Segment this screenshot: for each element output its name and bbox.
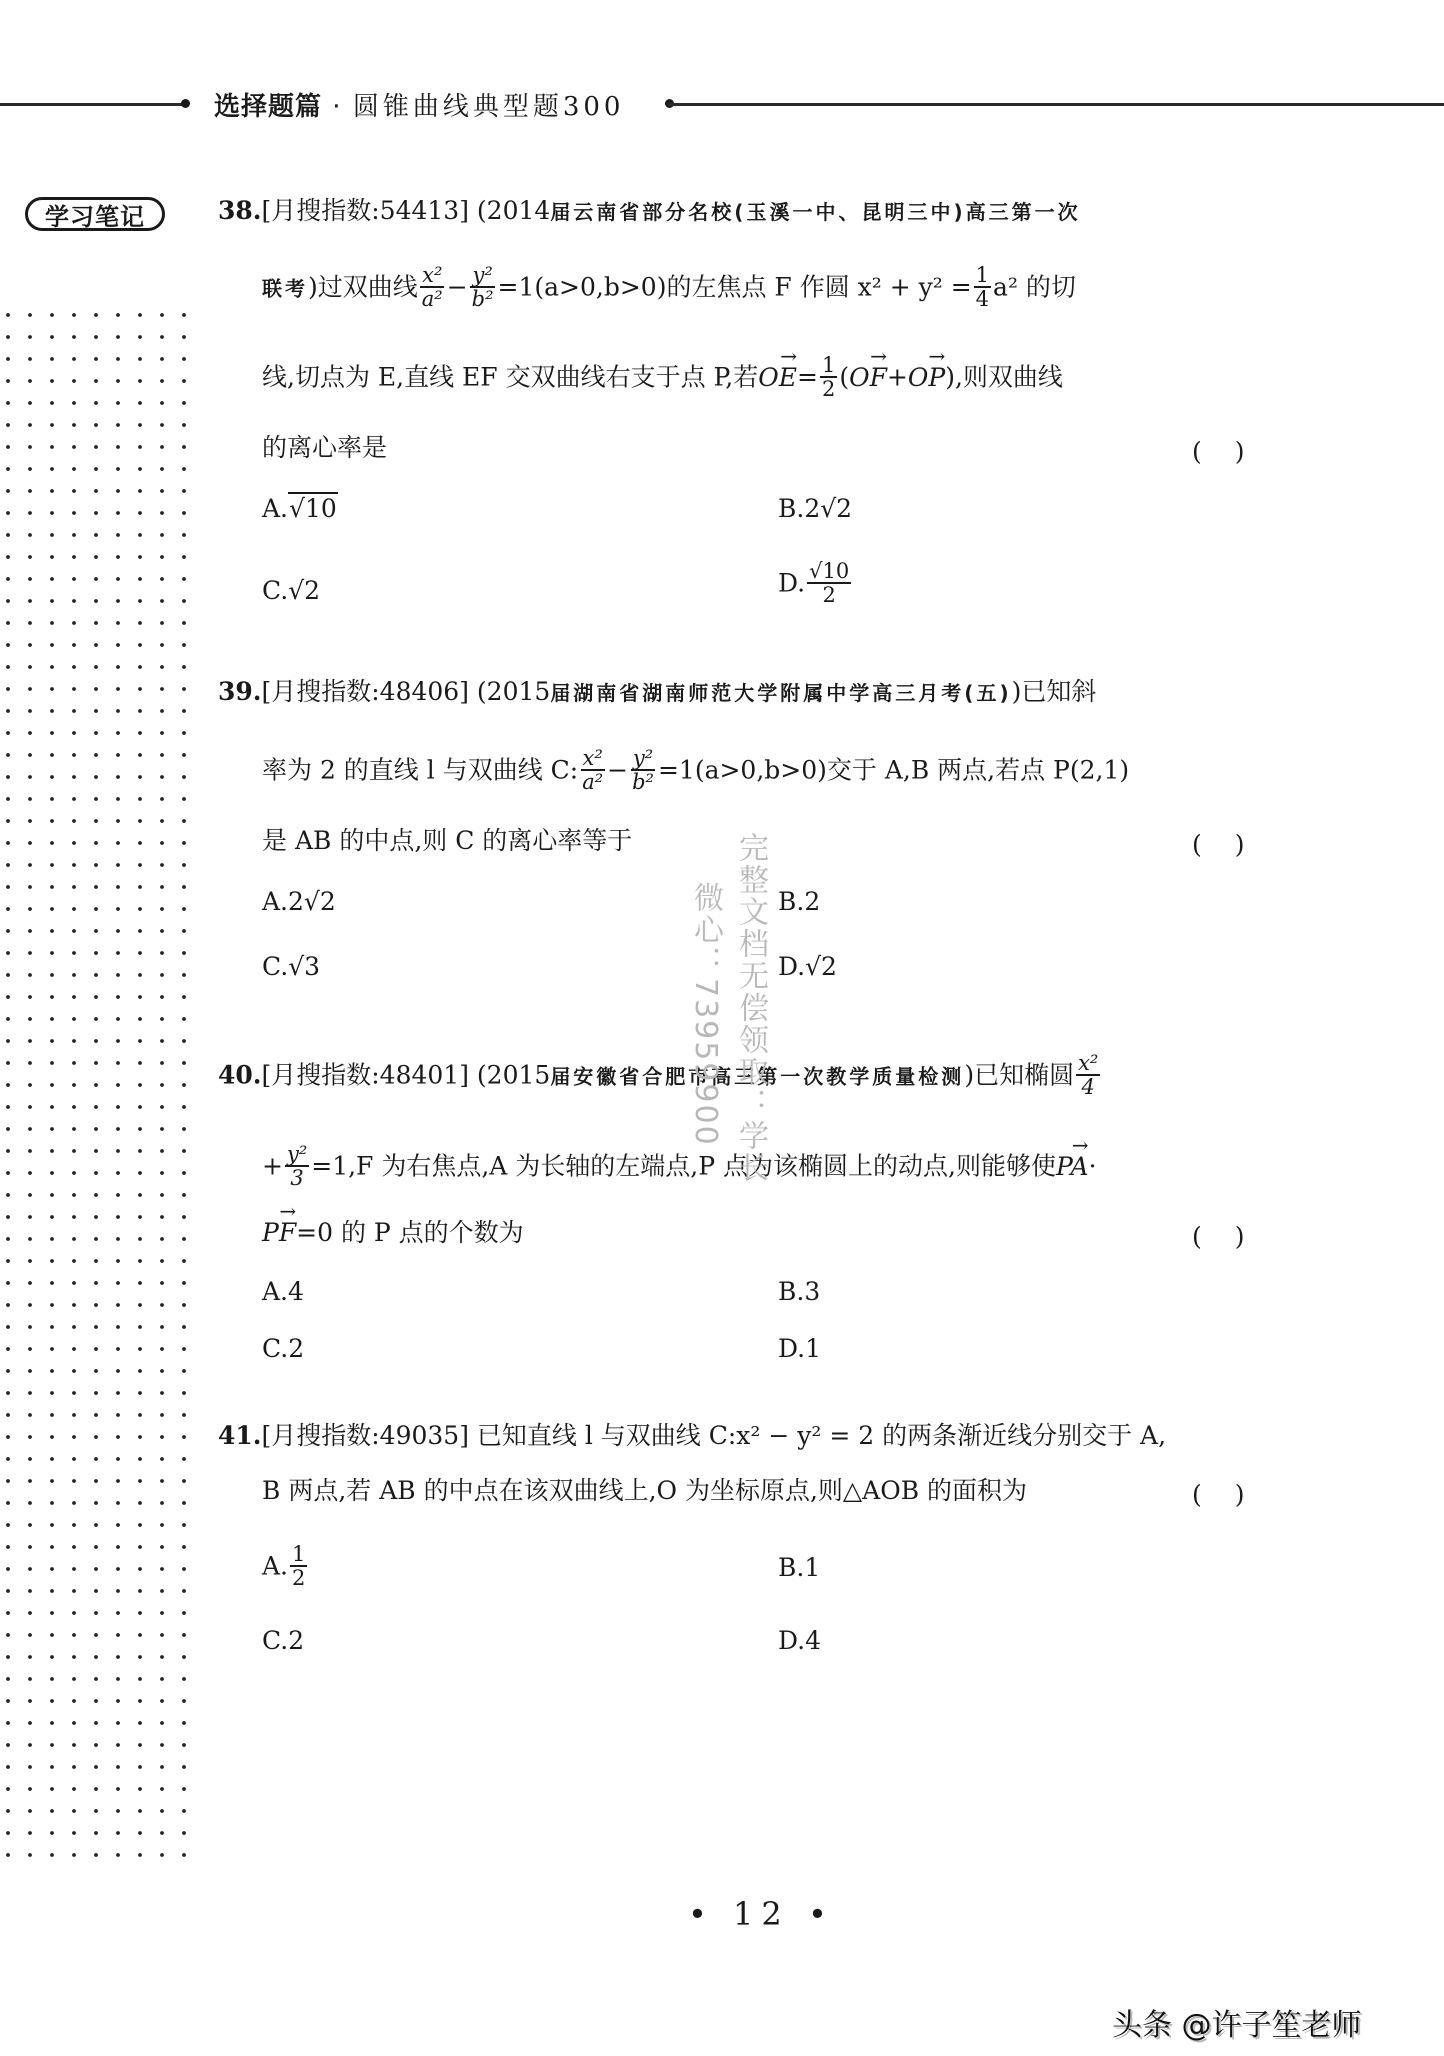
option-c[interactable] xyxy=(262,1334,304,1363)
option-b[interactable] xyxy=(778,1277,820,1306)
fraction xyxy=(420,264,445,310)
option-d[interactable] xyxy=(778,559,853,608)
minus-sign: − xyxy=(607,755,629,785)
option-value: √2 xyxy=(288,576,321,605)
vector-OP: → OP xyxy=(908,360,945,396)
question-41-line-2: B 两点,若 AB 的中点在该双曲线上,O 为坐标原点,则△AOB 的面积为 xyxy=(262,1476,1028,1505)
question-39-line-3: 是 AB 的中点,则 C 的离心率等于 xyxy=(262,826,633,855)
question-40-line-3 xyxy=(262,1215,524,1251)
fraction-denominator: 2 xyxy=(822,583,836,607)
option-value: 4 xyxy=(288,1277,304,1306)
search-index: [月搜指数:54413] xyxy=(261,196,469,225)
header-separator: · xyxy=(332,92,343,122)
search-index: [月搜指数:48401] xyxy=(261,1060,469,1090)
page-number xyxy=(688,1895,835,1933)
header-rule-right xyxy=(668,103,1444,106)
dot-product-sign: · xyxy=(1088,1151,1097,1181)
vector-OE: → OE xyxy=(758,360,797,396)
question-text: ),则双曲线 xyxy=(945,362,1063,392)
option-value: √2 xyxy=(805,952,837,981)
option-label: A. xyxy=(262,1551,289,1581)
fraction-numerator: x² xyxy=(1078,1051,1099,1075)
minus-sign: − xyxy=(446,272,468,302)
fraction-numerator: 1 xyxy=(292,1542,306,1566)
study-notes-badge: 学习笔记 xyxy=(25,197,165,231)
running-header xyxy=(214,86,624,123)
question-text: )过双曲线 xyxy=(308,272,418,302)
fraction-denominator: 2 xyxy=(292,1566,306,1590)
option-value: 2 xyxy=(288,1334,305,1363)
question-source: 届湖南省湖南师范大学附属中学高三月考(五) xyxy=(550,681,1012,705)
question-38-line-2 xyxy=(262,263,1076,312)
fraction xyxy=(820,354,837,400)
question-text: 线,切点为 E,直线 EF 交双曲线右支于点 P,若 xyxy=(262,362,759,392)
source-year: (2015 xyxy=(476,677,551,706)
plus-sign: + xyxy=(262,1151,283,1181)
option-value: 1 xyxy=(805,1334,822,1363)
option-b[interactable] xyxy=(778,494,852,523)
header-rule-left xyxy=(0,103,185,106)
answer-blank[interactable]: ( ) xyxy=(1192,437,1245,466)
question-38-line-1 xyxy=(218,193,1081,230)
option-label: B. xyxy=(778,887,805,916)
page-number-value: 12 xyxy=(733,1895,790,1933)
option-label: D. xyxy=(778,1334,806,1363)
option-label: A. xyxy=(262,887,289,916)
source-year: (2015 xyxy=(476,1060,551,1090)
fraction-denominator: a² xyxy=(421,287,443,311)
fraction-numerator: y² xyxy=(472,263,493,287)
fraction-numerator: x² xyxy=(582,746,603,770)
option-label: D. xyxy=(778,568,806,598)
option-value: √10 xyxy=(289,494,337,523)
question-text: =1(a>0,b>0)交于 A,B 两点,若点 P(2,1) xyxy=(657,755,1130,785)
option-label: D. xyxy=(778,1626,806,1655)
question-text: a² 的切 xyxy=(993,272,1076,302)
option-label: C. xyxy=(262,952,289,981)
equals-sign: = xyxy=(796,362,818,392)
watermark-line-1: 完整文档无偿领取：学长 xyxy=(733,832,768,1184)
plus-sign: + xyxy=(886,362,908,392)
fraction xyxy=(630,747,656,793)
option-label: B. xyxy=(778,1277,805,1306)
fraction xyxy=(470,264,496,310)
fraction-numerator: y² xyxy=(286,1142,308,1166)
fraction-numerator: 1 xyxy=(975,263,990,287)
option-value: 1 xyxy=(804,1553,821,1582)
option-a[interactable] xyxy=(262,887,336,916)
question-38-line-3 xyxy=(262,353,1063,402)
option-label: B. xyxy=(778,494,805,523)
question-38-line-4: 的离心率是 xyxy=(262,433,388,462)
option-label: C. xyxy=(262,1626,289,1655)
fraction-denominator: b² xyxy=(471,287,494,311)
question-text: 率为 2 的直线 l 与双曲线 C: xyxy=(262,755,579,785)
option-label: B. xyxy=(778,1553,805,1582)
fraction-numerator: x² xyxy=(422,263,443,287)
question-number: 40. xyxy=(218,1060,262,1090)
fraction xyxy=(974,264,991,310)
author-credit: 头条 @许子笙老师 xyxy=(1112,2008,1362,2043)
vector-OF: → OF xyxy=(849,360,887,396)
option-c[interactable] xyxy=(262,576,320,605)
option-d[interactable] xyxy=(778,1626,821,1655)
option-value: 2 xyxy=(804,887,821,916)
question-40-line-2 xyxy=(262,1142,1097,1191)
option-a[interactable] xyxy=(262,494,338,523)
search-index: [月搜指数:48406] xyxy=(261,677,469,706)
option-c[interactable] xyxy=(262,1626,304,1655)
fraction-numerator: √10 xyxy=(809,559,850,583)
fraction xyxy=(580,747,605,793)
question-text: )已知椭圆 xyxy=(964,1060,1075,1090)
option-a[interactable] xyxy=(262,1542,309,1591)
option-c[interactable] xyxy=(262,952,320,981)
option-label: A. xyxy=(262,1277,289,1306)
notes-dot-grid xyxy=(0,304,192,1870)
question-39-line-1 xyxy=(218,674,1096,711)
option-value: 2√2 xyxy=(288,887,336,916)
fraction-denominator: b² xyxy=(632,770,654,794)
question-source: 届云南省部分名校(玉溪一中、昆明三中)高三第一次 xyxy=(550,200,1081,224)
watermark-line-2: 微心：73959900 xyxy=(688,882,723,1147)
book-title: 圆锥曲线典型题300 xyxy=(352,92,625,122)
answer-blank[interactable]: ( ) xyxy=(1192,830,1245,859)
option-value: 4 xyxy=(805,1626,822,1655)
question-number: 41. xyxy=(218,1421,262,1450)
question-41-line-1 xyxy=(218,1418,1166,1454)
fraction-numerator: 1 xyxy=(821,353,836,377)
option-d[interactable] xyxy=(778,952,837,981)
option-label: D. xyxy=(778,952,806,981)
option-b[interactable] xyxy=(778,1553,820,1582)
page-bullet-right: • xyxy=(807,1895,835,1933)
header-rule-dot-left xyxy=(181,99,190,108)
question-text: 已知直线 l 与双曲线 C:x² − y² = 2 的两条渐近线分别交于 A, xyxy=(476,1421,1167,1450)
fraction-denominator: 4 xyxy=(975,287,990,311)
option-value: √3 xyxy=(288,952,321,981)
fraction-numerator: y² xyxy=(632,746,654,770)
fraction xyxy=(285,1143,309,1189)
question-number: 38. xyxy=(218,196,262,225)
fraction-denominator: a² xyxy=(582,770,604,794)
answer-blank[interactable]: ( ) xyxy=(1192,1222,1245,1251)
section-title: 选择题篇 xyxy=(214,92,323,122)
option-label: A. xyxy=(262,494,289,523)
question-text: =1(a>0,b>0)的左焦点 F 作圆 x² + y² = xyxy=(497,272,972,302)
question-39-line-2 xyxy=(262,746,1130,795)
option-d[interactable] xyxy=(778,1334,821,1363)
fraction-denominator: 4 xyxy=(1081,1075,1095,1099)
vector-PA: → PA xyxy=(1056,1149,1089,1185)
question-text: =1,F 为右焦点,A 为长轴的左端点,P 点为该椭圆上的动点,则能够使 xyxy=(311,1151,1056,1181)
search-index: [月搜指数:49035] xyxy=(261,1421,469,1450)
option-a[interactable] xyxy=(262,1277,304,1306)
question-text: =0 的 P 点的个数为 xyxy=(296,1218,524,1247)
option-value: 2√2 xyxy=(804,494,853,523)
fraction xyxy=(807,560,851,606)
source-year: (2014 xyxy=(476,196,551,225)
fraction-denominator: 3 xyxy=(290,1166,304,1190)
option-label: C. xyxy=(262,1334,289,1363)
page-bullet-left: • xyxy=(688,1895,715,1933)
option-b[interactable] xyxy=(778,887,820,916)
fraction-denominator: 2 xyxy=(821,377,836,401)
question-40-line-1 xyxy=(218,1051,1102,1100)
question-text: )已知斜 xyxy=(1011,677,1097,706)
fraction xyxy=(290,1543,307,1589)
question-source-tail: 联考 xyxy=(262,276,308,301)
vector-PF: → PF xyxy=(262,1215,296,1251)
question-number: 39. xyxy=(218,677,262,706)
option-value: 2 xyxy=(288,1626,305,1655)
question-source: 届安徽省合肥市高三第一次教学质量检测 xyxy=(550,1064,965,1089)
answer-blank[interactable]: ( ) xyxy=(1192,1480,1245,1509)
option-value: 3 xyxy=(804,1277,821,1306)
option-label: C. xyxy=(262,576,289,605)
question-text: ( xyxy=(839,362,850,392)
fraction xyxy=(1076,1052,1100,1098)
